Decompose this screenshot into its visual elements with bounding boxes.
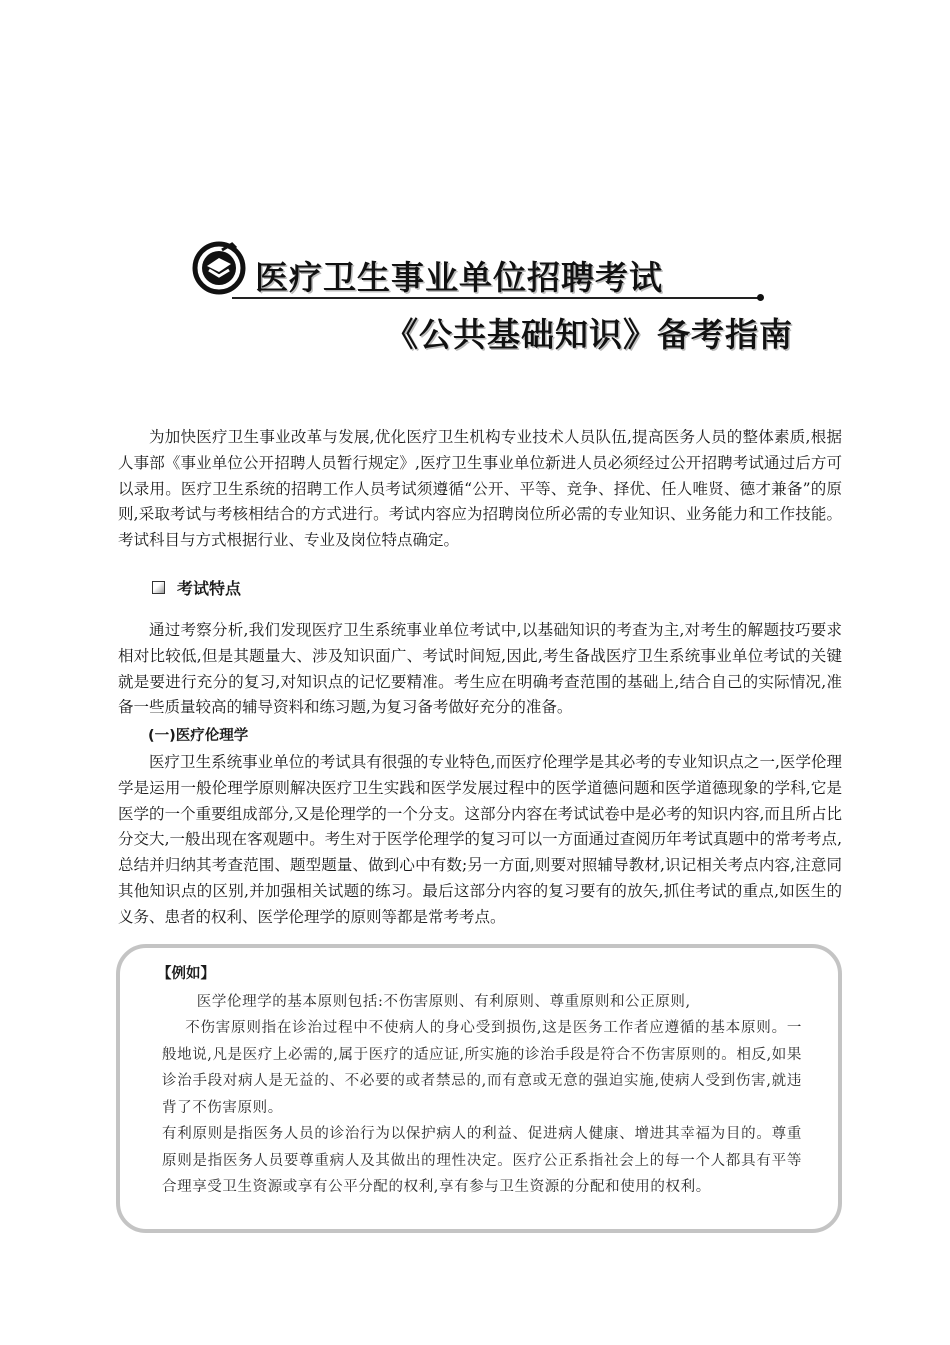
section-heading-label: 考试特点 — [177, 579, 242, 598]
title-line-1: 医疗卫生事业单位招聘考试 — [255, 258, 663, 297]
intro-paragraph: 为加快医疗卫生事业改革与发展,优化医疗卫生机构专业技术人员队伍,提高医务人员的整体素质,根据人事部《事业单位公开招聘人员暂行规定》,医疗卫生事业单位新进人员必须经过公开招聘考试通过后方可以录用。医疗卫生系统的招聘工作人员考试须遵循“公开、平等、竞争、择优、任人唯贤、德才兼备”的原则,采取考试与考核相结合的方式进行。考试内容应为招聘岗位所必需的专业知识、业务能力和工作技能。考试科目与方式根据行业、专业及岗位特点确定。 — [118, 428, 842, 550]
example-paragraph-3: 有利原则是指医务人员的诊治行为以保护病人的利益、促进病人健康、增进其幸福为目的。尊重原则是指医务人员要尊重病人及其做出的理性决定。医疗公正系指社会上的每一个人都具有平等合理享受卫生资源或享有公平分配的权利,享有参与卫生资源的分配和使用的权利。 — [162, 1126, 802, 1195]
section-paragraph: 通过考察分析,我们发现医疗卫生系统事业单位考试中,以基础知识的考查为主,对考生的解题技巧要求相对比较低,但是其题量大、涉及知识面广、考试时间短,因此,考生备战医疗卫生系统事业单位考试的关键就是要进行充分的复习,对知识点的记忆要精准。考生应在明确考查范围的基础上,结合自己的实际情况,准备一些质量较高的辅导资料和练习题,为复习备考做好充分的准备。 — [118, 621, 842, 717]
title-divider — [232, 297, 760, 299]
example-paragraph-2: 不伤害原则指在诊治过程中不使病人的身心受到损伤,这是医务工作者应遵循的基本原则。一般地说,凡是医疗上必需的,属于医疗的适应证,所实施的诊治手段是符合不伤害原则的。相反,如果诊治手段对病人是无益的、不必要的或者禁忌的,而有意或无意的强迫实施,使病人受到伤害,就违背了不伤害原则。 — [162, 1020, 802, 1116]
subsection-heading: (一)医疗伦理学 — [148, 728, 249, 744]
square-bullet-icon — [152, 581, 165, 594]
title-divider-dot — [757, 294, 764, 301]
book-logo-icon — [192, 240, 246, 296]
example-label: 【例如】 — [157, 966, 215, 982]
section-heading — [152, 576, 241, 599]
title-line-2: 《公共基础知识》备考指南 — [385, 315, 793, 354]
subsection-paragraph: 医疗卫生系统事业单位的考试具有很强的专业特色,而医疗伦理学是其必考的专业知识点之一,医学伦理学是运用一般伦理学原则解决医疗卫生实践和医学发展过程中的医学道德问题和医学道德现象的学科,它是医学的一个重要组成部分,又是伦理学的一个分支。这部分内容在考试试卷中是必考的知识内容,而且所占比分交大,一般出现在客观题中。考生对于医学伦理学的复习可以一方面通过查阅历年考试真题中的常考考点,总结并归纳其考查范围、题型题量、做到心中有数;另一方面,则要对照辅导教材,识记相关考点内容,注意同其他知识点的区别,并加强相关试题的练习。最后这部分内容的复习要有的放矢,抓住考试的重点,如医生的义务、患者的权利、医学伦理学的原则等都是常考考点。 — [118, 753, 842, 926]
example-line-1: 医学伦理学的基本原则包括:不伤害原则、有利原则、尊重原则和公正原则, — [196, 994, 691, 1010]
